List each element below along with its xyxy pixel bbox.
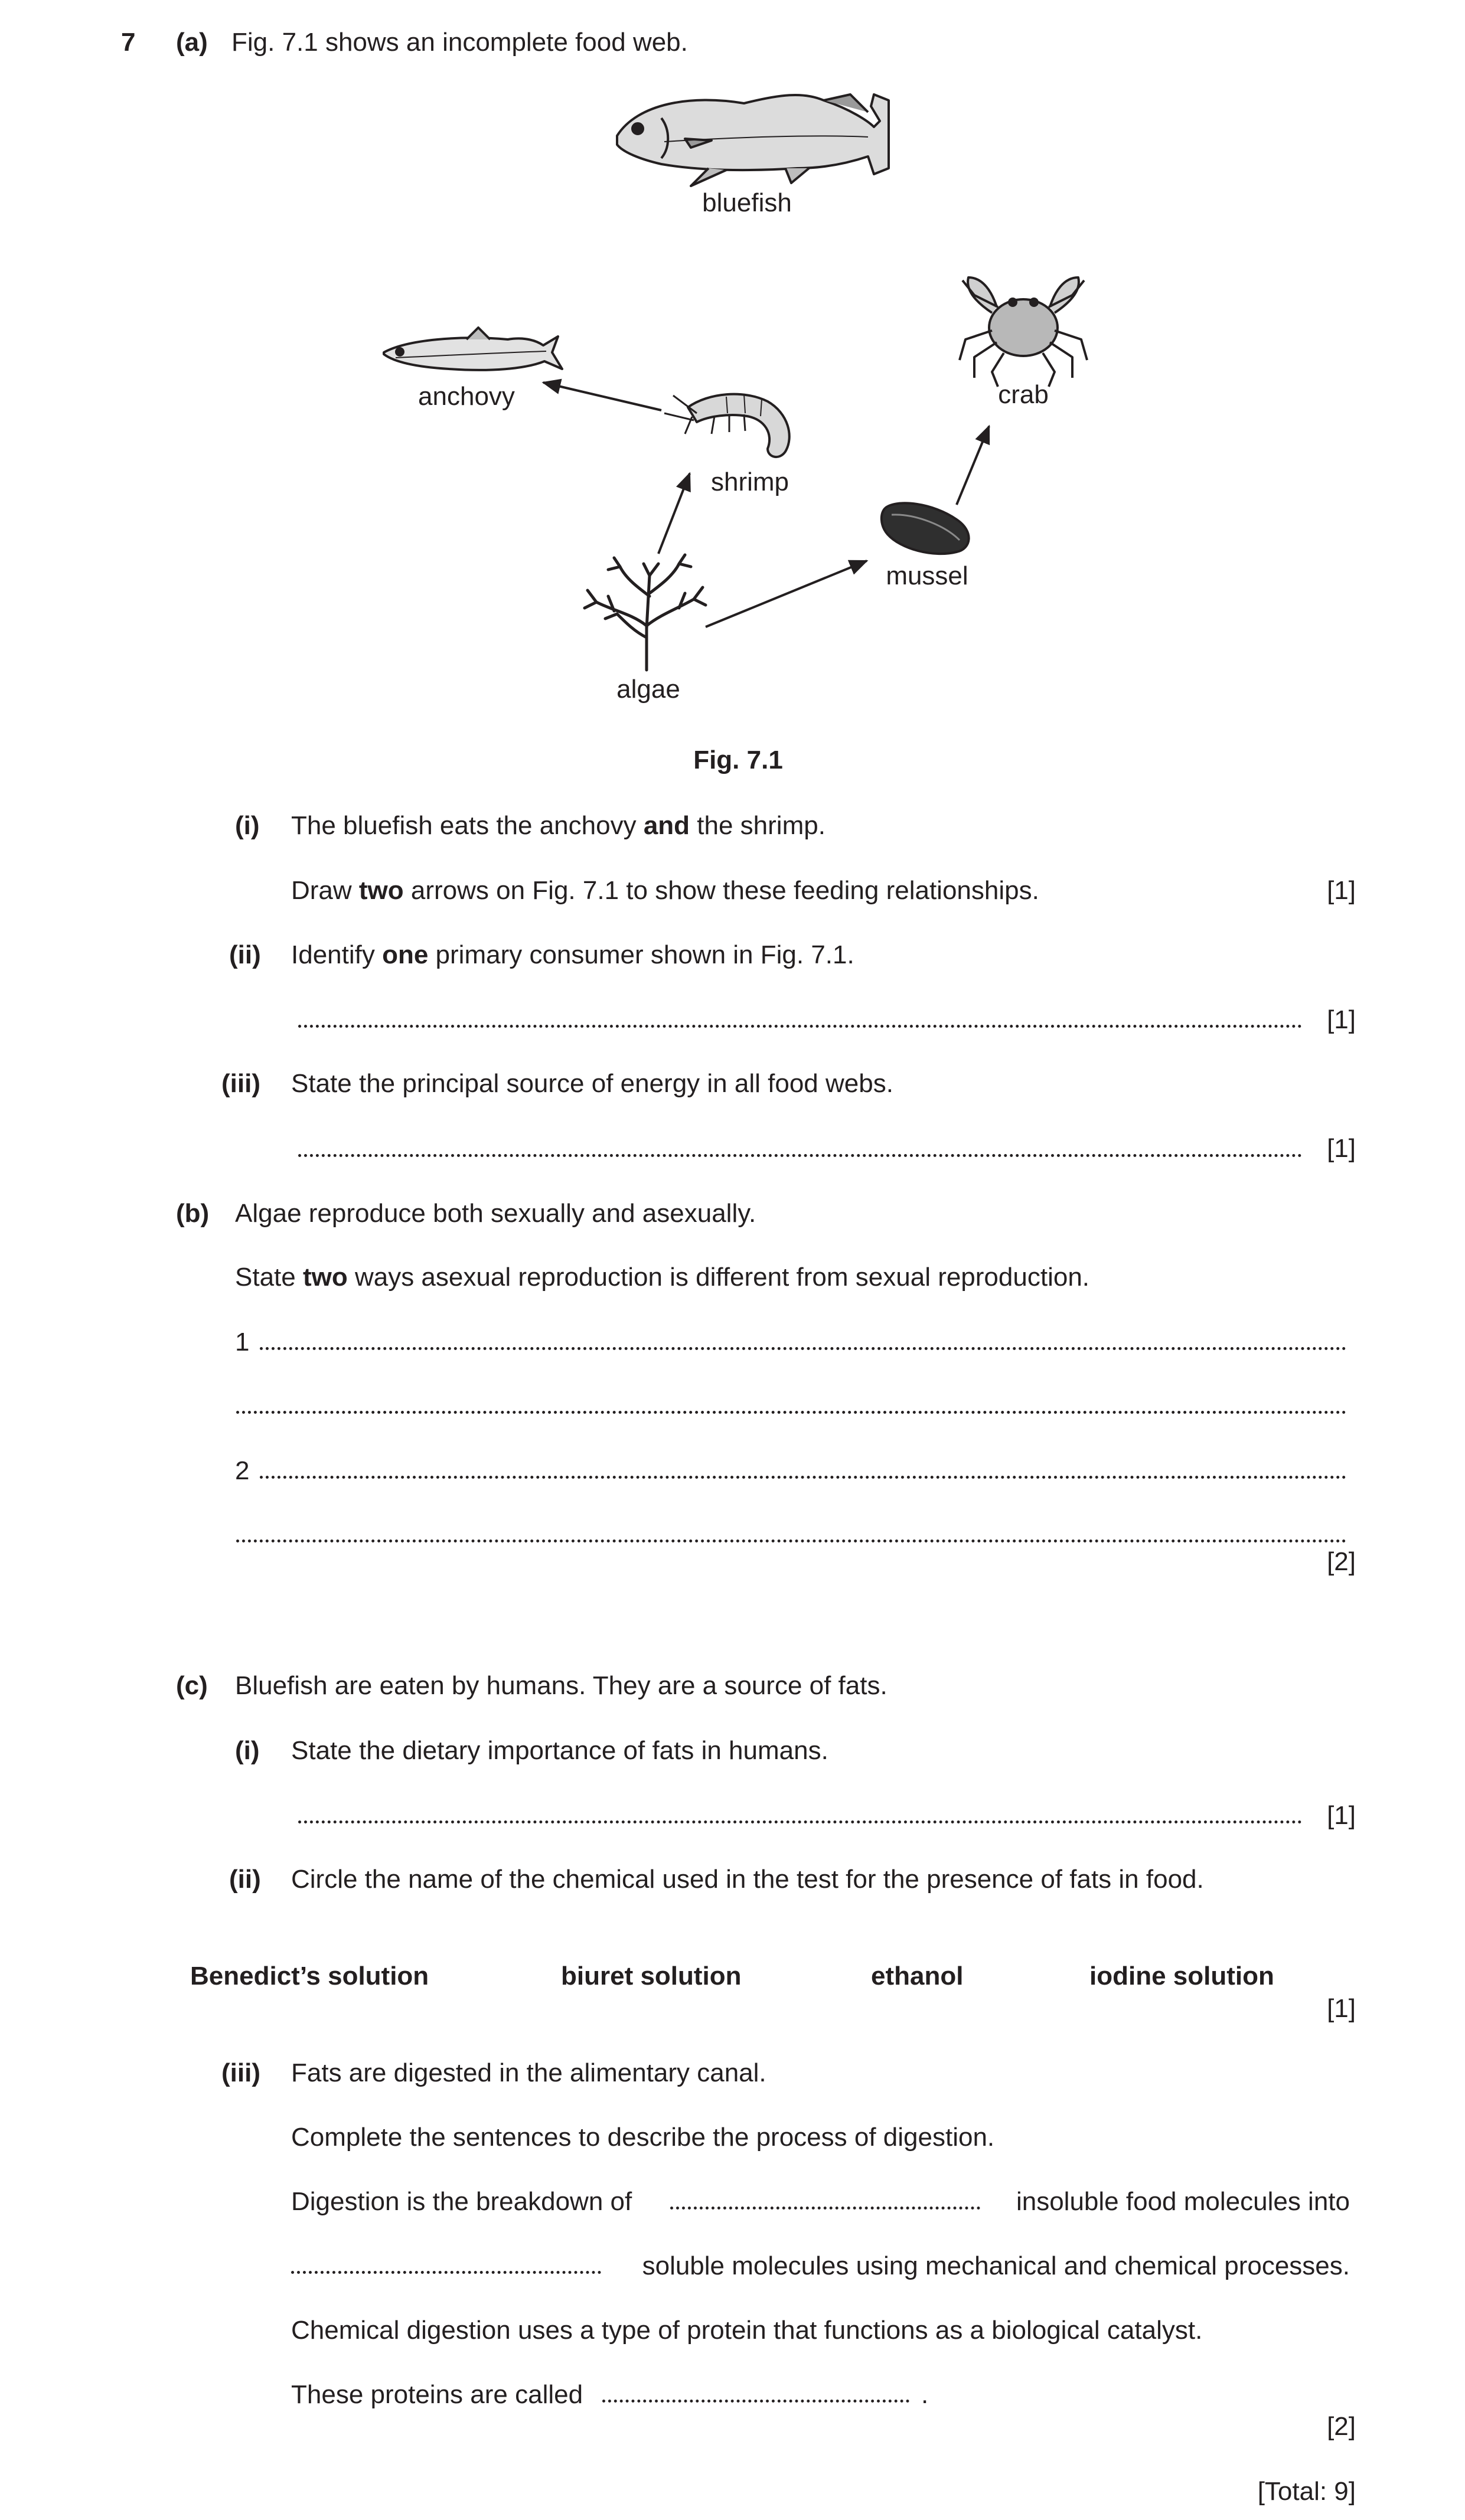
shrimp-label: shrimp <box>710 468 789 496</box>
b-line-1-number: 1 <box>235 1328 250 1357</box>
option-biuret-solution[interactable]: biuret solution <box>561 1962 742 1990</box>
b-instr-pre: State <box>235 1263 303 1292</box>
bluefish-illustration <box>617 94 889 186</box>
c-i-marks: [1] <box>1327 1801 1356 1830</box>
c-ii-marks: [1] <box>1327 1994 1356 2023</box>
c-iii-sentence-1-start: Digestion is the breakdown of <box>291 2187 632 2216</box>
mussel-label: mussel <box>886 561 968 590</box>
arrow-mussel-to-crab <box>957 426 989 505</box>
b-instr-bold: two <box>302 1263 348 1292</box>
a-i-text <box>291 810 826 841</box>
b-answer-line-2b[interactable] <box>236 1540 1346 1542</box>
c-ii-text: Circle the name of the chemical used in the test for the presence of fats in food. <box>291 1865 1204 1894</box>
a-i-text-bold: and <box>643 811 690 840</box>
a-i-text-post: the shrimp. <box>690 811 826 840</box>
option-ethanol[interactable]: ethanol <box>871 1962 964 1990</box>
b-answer-line-2[interactable] <box>260 1476 1346 1479</box>
algae-label: algae <box>616 675 680 704</box>
c-label: (c) <box>176 1671 208 1700</box>
a-i-instr-post: arrows on Fig. 7.1 to show these feeding relationships. <box>403 876 1039 905</box>
a-iii-marks: [1] <box>1327 1134 1356 1163</box>
b-marks: [2] <box>1327 1547 1356 1576</box>
a-ii-text-bold: one <box>382 940 429 969</box>
a-iii-label: (iii) <box>221 1069 260 1098</box>
c-iii-text: Fats are digested in the alimentary canal. <box>291 2058 766 2087</box>
arrow-algae-to-mussel <box>706 561 867 627</box>
b-answer-line-1[interactable] <box>260 1347 1346 1350</box>
part-a-intro: Fig. 7.1 shows an incomplete food web. <box>231 28 688 57</box>
a-ii-text <box>291 940 854 970</box>
option-iodine-solution[interactable]: iodine solution <box>1089 1962 1274 1990</box>
c-iii-sentence-2-end: soluble molecules using mechanical and chemical processes. <box>642 2251 1350 2280</box>
c-iii-sentence-1-end: insoluble food molecules into <box>1016 2187 1350 2216</box>
total-marks: [Total: 9] <box>1257 2477 1356 2506</box>
c-iii-instruction: Complete the sentences to describe the process of digestion. <box>291 2123 995 2152</box>
anchovy-illustration <box>384 328 562 370</box>
b-instr-post: ways asexual reproduction is different from sexual reproduction. <box>347 1263 1090 1292</box>
food-web-figure <box>0 0 1465 785</box>
a-i-instr-bold: two <box>358 876 404 905</box>
bluefish-label: bluefish <box>702 188 792 217</box>
c-iii-marks: [2] <box>1327 2412 1356 2441</box>
part-a-label: (a) <box>176 28 208 57</box>
a-i-text-pre: The bluefish eats the anchovy <box>291 811 644 840</box>
c-ii-label: (ii) <box>229 1865 261 1894</box>
a-ii-answer-line[interactable] <box>298 1025 1302 1028</box>
a-iii-answer-line[interactable] <box>298 1154 1302 1157</box>
a-ii-marks: [1] <box>1327 1005 1356 1034</box>
a-i-instruction <box>291 875 1039 906</box>
b-instruction <box>235 1262 1089 1293</box>
b-intro: Algae reproduce both sexually and asexually. <box>235 1199 756 1228</box>
a-i-label: (i) <box>235 811 260 840</box>
crab-label: crab <box>998 380 1049 409</box>
a-i-instr-pre: Draw <box>291 876 359 905</box>
figure-caption: Fig. 7.1 <box>693 746 783 774</box>
c-iii-blank-3[interactable] <box>602 2400 909 2403</box>
question-number: 7 <box>121 28 136 57</box>
crab-illustration <box>960 277 1087 387</box>
c-iii-label: (iii) <box>221 2058 260 2087</box>
algae-illustration <box>585 555 706 670</box>
anchovy-label: anchovy <box>418 382 515 411</box>
arrow-shrimp-to-anchovy <box>543 383 661 410</box>
b-answer-line-1b[interactable] <box>236 1411 1346 1414</box>
c-intro: Bluefish are eaten by humans. They are a source of fats. <box>235 1671 888 1700</box>
shrimp-illustration <box>664 394 789 457</box>
c-iii-blank-2[interactable] <box>291 2271 601 2274</box>
c-iii-sentence-4-end: . <box>921 2380 929 2409</box>
option-benedicts-solution[interactable]: Benedict’s solution <box>190 1962 429 1990</box>
b-label: (b) <box>176 1199 210 1228</box>
c-iii-sentence-4-start: These proteins are called <box>291 2380 583 2409</box>
c-i-label: (i) <box>235 1736 260 1765</box>
a-ii-text-post: primary consumer shown in Fig. 7.1. <box>428 940 854 969</box>
b-line-2-number: 2 <box>235 1456 250 1485</box>
a-ii-label: (ii) <box>229 940 261 969</box>
c-i-answer-line[interactable] <box>298 1820 1302 1823</box>
a-ii-text-pre: Identify <box>291 940 383 969</box>
c-iii-blank-1[interactable] <box>670 2207 980 2210</box>
mussel-illustration <box>882 503 969 554</box>
a-iii-text: State the principal source of energy in all food webs. <box>291 1069 893 1098</box>
c-iii-sentence-3: Chemical digestion uses a type of protein that functions as a biological catalyst. <box>291 2316 1203 2345</box>
a-i-marks: [1] <box>1327 876 1356 905</box>
arrow-algae-to-shrimp <box>658 473 690 554</box>
c-i-text: State the dietary importance of fats in humans. <box>291 1736 828 1765</box>
